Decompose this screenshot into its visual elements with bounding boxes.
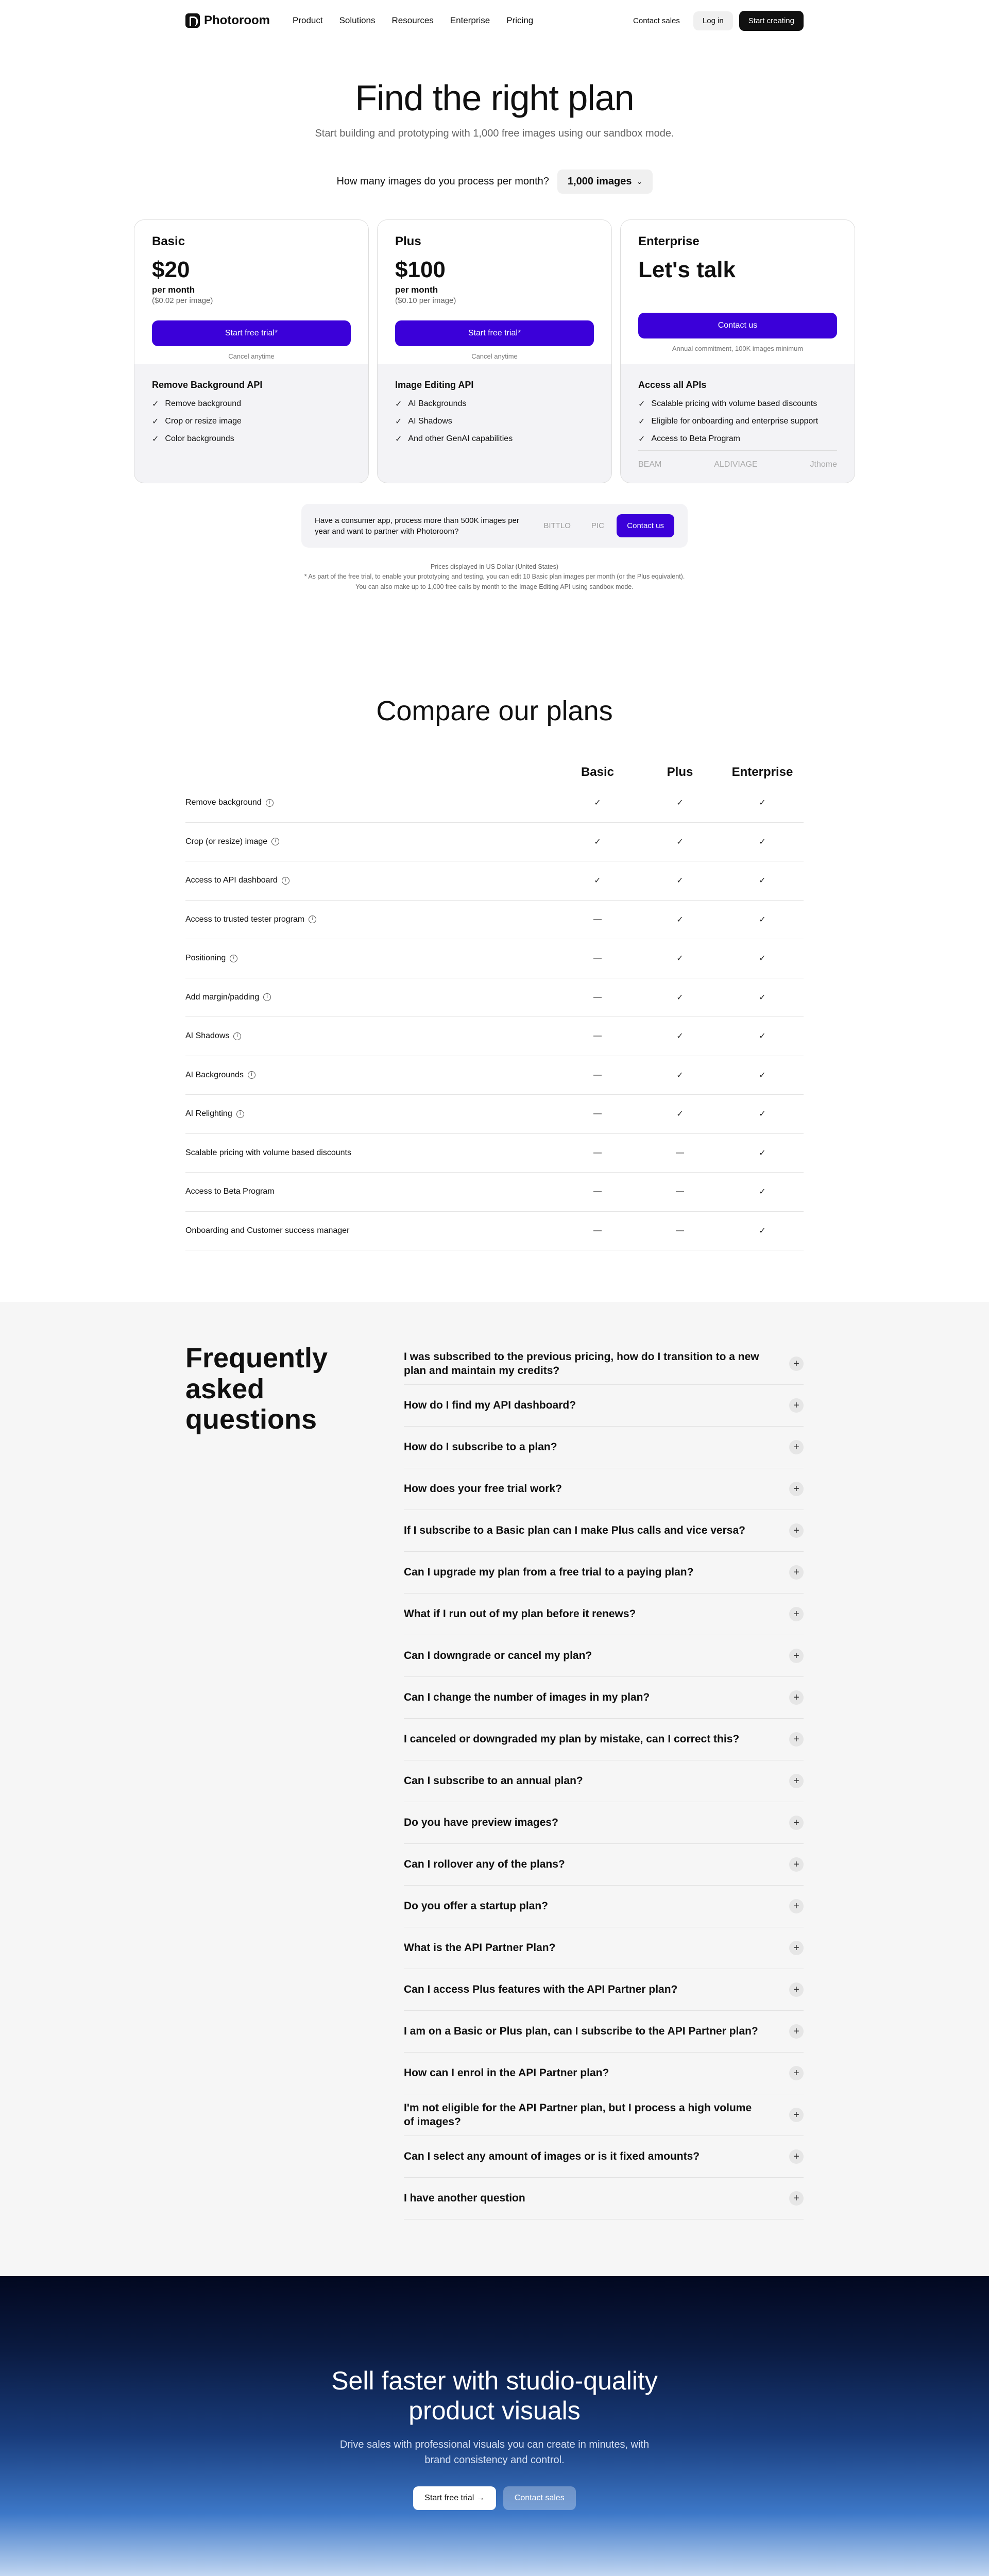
- faq-question: Can I change the number of images in my plan?: [404, 1691, 650, 1704]
- plan-name: Basic: [152, 234, 185, 248]
- plus-icon[interactable]: +: [789, 1982, 804, 1997]
- plan-price: $20: [152, 257, 190, 282]
- compare-cell: ✓: [676, 837, 684, 846]
- faq-item[interactable]: [404, 1594, 804, 1635]
- faq-item[interactable]: [404, 2178, 804, 2219]
- compare-cell: ✓: [759, 954, 766, 963]
- compare-feature: [185, 993, 556, 1002]
- compare-feature: [185, 954, 556, 963]
- info-icon[interactable]: i: [309, 916, 316, 923]
- plans: [134, 219, 855, 483]
- faq-question: Do you have preview images?: [404, 1817, 558, 1829]
- plus-icon[interactable]: +: [789, 1357, 804, 1371]
- cta-contact-sales-button[interactable]: Contact sales: [503, 2486, 576, 2510]
- nav-link-product[interactable]: Product: [292, 15, 323, 25]
- compare-col-plus: Plus: [667, 765, 693, 779]
- compare-cell: —: [593, 1070, 602, 1079]
- plan-note: Cancel anytime: [471, 352, 518, 360]
- compare-feature-label: Positioning: [185, 954, 226, 963]
- faq-item[interactable]: [404, 1927, 804, 1969]
- compare-cell: ✓: [676, 954, 684, 963]
- logo[interactable]: Photoroom: [185, 13, 270, 28]
- compare-cell: ✓: [759, 1148, 766, 1158]
- compare-col-enterprise: Enterprise: [731, 765, 793, 779]
- check-icon: ✓: [395, 400, 402, 409]
- compare-row: [185, 1212, 804, 1251]
- compare-row: [185, 1017, 804, 1056]
- faq-item[interactable]: [404, 1719, 804, 1760]
- faq-item[interactable]: [404, 1510, 804, 1552]
- faq-item[interactable]: [404, 2094, 804, 2136]
- info-icon[interactable]: i: [263, 993, 271, 1001]
- nav-link-solutions[interactable]: Solutions: [339, 15, 376, 25]
- check-icon: ✓: [395, 435, 402, 444]
- check-icon: ✓: [638, 400, 645, 409]
- compare-cell: —: [676, 1148, 684, 1157]
- compare-feature: [185, 798, 556, 807]
- faq-question: What is the API Partner Plan?: [404, 1942, 556, 1954]
- compare-cell: ✓: [759, 1071, 766, 1080]
- plus-icon[interactable]: +: [789, 1523, 804, 1538]
- compare-feature: [185, 1148, 556, 1158]
- plan-name: Enterprise: [638, 234, 700, 248]
- plan-feature: [638, 399, 837, 409]
- compare-feature-label: Crop (or resize) image: [185, 837, 268, 846]
- compare-cell: ✓: [676, 1032, 684, 1041]
- info-icon[interactable]: i: [271, 838, 279, 845]
- plus-icon[interactable]: +: [789, 1941, 804, 1955]
- info-icon[interactable]: i: [282, 877, 289, 885]
- faq-list: [404, 1343, 804, 2219]
- faq-title: Frequently asked questions: [185, 1343, 328, 1435]
- photoroom-logo-icon: [185, 13, 200, 28]
- compare-cell: —: [593, 914, 602, 924]
- compare-feature-label: Add margin/padding: [185, 992, 260, 1002]
- plus-icon[interactable]: +: [789, 1649, 804, 1663]
- plan-feature: [395, 399, 594, 409]
- compare-row: [185, 939, 804, 978]
- plan-features: [621, 364, 855, 483]
- info-icon[interactable]: i: [248, 1071, 255, 1079]
- plan-cta-button[interactable]: Contact us: [638, 313, 837, 338]
- compare-cell: —: [593, 1187, 602, 1196]
- page-title: Find the right plan: [355, 78, 634, 118]
- volume-dropdown[interactable]: 1,000 images ⌄: [557, 170, 653, 194]
- plan-feature-title: Image Editing API: [395, 380, 474, 390]
- plan-feature-label: AI Shadows: [408, 417, 452, 426]
- plus-icon[interactable]: +: [789, 2108, 804, 2122]
- plan-feature-label: Eligible for onboarding and enterprise support: [651, 417, 819, 426]
- faq-question: Can I upgrade my plan from a free trial to a paying plan?: [404, 1566, 694, 1579]
- faq-item[interactable]: [404, 2053, 804, 2094]
- plan-feature-label: Scalable pricing with volume based discounts: [651, 399, 817, 408]
- compare-cell: ✓: [676, 876, 684, 886]
- compare-feature: [185, 1031, 556, 1041]
- compare-cell: ✓: [594, 837, 601, 846]
- compare-row: [185, 823, 804, 862]
- compare-feature: [185, 1109, 556, 1118]
- compare-cell: —: [593, 1109, 602, 1118]
- faq-section: [0, 1302, 989, 2276]
- partner-logo: PIC: [591, 521, 604, 530]
- plus-icon[interactable]: +: [789, 2066, 804, 2080]
- compare-feature: [185, 915, 556, 924]
- hero: [0, 41, 989, 194]
- page-subtitle: Start building and prototyping with 1,000 free images using our sandbox mode.: [315, 128, 674, 139]
- compare-feature-label: Access to API dashboard: [185, 876, 278, 885]
- faq-item[interactable]: [404, 1886, 804, 1927]
- plus-icon[interactable]: +: [789, 1482, 804, 1496]
- nav-links: [293, 15, 533, 26]
- check-icon: ✓: [638, 435, 645, 444]
- plus-icon[interactable]: +: [789, 1607, 804, 1621]
- client-logo: Jthome: [810, 460, 837, 469]
- login-button[interactable]: Log in: [693, 11, 733, 30]
- plan-card-plus: [377, 219, 612, 483]
- pricing-legal-notes: Prices displayed in US Dollar (United States) * As part of the free trial, to enable your prototyping and testing, you can edit 10 Basic plan images per month (or the Plus equivalent). You can also make up to 1,000 free calls by month to the Image Editing API using sandbox mode.: [304, 563, 685, 590]
- consumer-text: Have a consumer app, process more than 500K images per year and want to partner with Photoroom?: [315, 516, 519, 536]
- plan-price: $100: [395, 257, 446, 282]
- compare-feature-label: AI Relighting: [185, 1109, 232, 1118]
- faq-item[interactable]: [404, 1635, 804, 1677]
- compare-cell: ✓: [759, 1188, 766, 1197]
- chevron-down-icon: ⌄: [637, 178, 642, 185]
- info-icon[interactable]: i: [266, 799, 274, 807]
- plan-note: Cancel anytime: [228, 352, 275, 360]
- plan-note: Annual commitment, 100K images minimum: [672, 345, 804, 352]
- faq-item[interactable]: [404, 1343, 804, 1385]
- cta-banner: [0, 2276, 989, 2576]
- plan-feature-label: Remove background: [165, 399, 242, 408]
- compare-feature-label: AI Shadows: [185, 1031, 230, 1041]
- compare-row: [185, 1134, 804, 1173]
- plan-feature: [152, 416, 351, 427]
- contact-sales-link[interactable]: Contact sales: [633, 16, 680, 25]
- faq-question: If I subscribe to a Basic plan can I make Plus calls and vice versa?: [404, 1524, 745, 1537]
- check-icon: ✓: [152, 417, 159, 426]
- plan-feature: [152, 399, 351, 409]
- plan-feature-title: Remove Background API: [152, 380, 263, 390]
- compare-cell: ✓: [759, 915, 766, 924]
- plan-feature-title: Access all APIs: [638, 380, 707, 390]
- faq-item[interactable]: [404, 1844, 804, 1886]
- cta-start-trial-button[interactable]: Start free trial →: [413, 2486, 496, 2510]
- plus-icon[interactable]: +: [789, 1565, 804, 1580]
- compare-feature: [185, 1187, 556, 1196]
- plan-features: [378, 364, 611, 483]
- info-icon[interactable]: i: [233, 1032, 241, 1040]
- plan-feature: [638, 416, 837, 427]
- nav-link-resources[interactable]: Resources: [391, 15, 434, 25]
- compare-cell: —: [593, 1031, 602, 1041]
- client-logo: ALDIVIAGE: [714, 460, 758, 469]
- compare-col-basic: Basic: [581, 765, 615, 779]
- faq-question: How can I enrol in the API Partner plan?: [404, 2067, 609, 2079]
- plan-feature: [152, 434, 351, 444]
- compare-cell: ✓: [759, 876, 766, 886]
- compare-header: [185, 761, 804, 784]
- plan-feature-label: AI Backgrounds: [408, 399, 467, 408]
- faq-question: Can I subscribe to an annual plan?: [404, 1775, 583, 1787]
- compare-cell: ✓: [594, 876, 601, 886]
- faq-question: I was subscribed to the previous pricing, how do I transition to a new plan and maintain my credits?: [404, 1350, 759, 1377]
- compare-feature-label: Onboarding and Customer success manager: [185, 1226, 350, 1235]
- plan-card-enterprise: [620, 219, 855, 483]
- compare-plans: [185, 695, 804, 1250]
- faq-item[interactable]: [404, 2011, 804, 2053]
- compare-rows: [185, 784, 804, 1250]
- faq-item[interactable]: [404, 1677, 804, 1719]
- faq-question: What if I run out of my plan before it renews?: [404, 1608, 636, 1620]
- compare-cell: ✓: [759, 1032, 766, 1041]
- compare-cell: ✓: [759, 799, 766, 808]
- plan-unit-price: ($0.10 per image): [395, 296, 456, 305]
- volume-selector-row: [0, 170, 989, 194]
- plan-feature-label: Color backgrounds: [165, 434, 234, 443]
- faq-question: How do I find my API dashboard?: [404, 1399, 576, 1412]
- plus-icon[interactable]: +: [789, 2191, 804, 2206]
- check-icon: ✓: [395, 417, 402, 426]
- compare-cell: ✓: [676, 799, 684, 808]
- plus-icon[interactable]: +: [789, 1732, 804, 1747]
- faq-item[interactable]: [404, 1385, 804, 1427]
- compare-feature-label: Remove background: [185, 798, 262, 807]
- compare-cell: ✓: [759, 1226, 766, 1235]
- plan-unit-price: ($0.02 per image): [152, 296, 213, 305]
- plus-icon[interactable]: +: [789, 1774, 804, 1788]
- plus-icon[interactable]: +: [789, 2149, 804, 2164]
- faq-item[interactable]: [404, 2136, 804, 2178]
- consumer-partner-banner: [301, 504, 688, 548]
- plan-feature: [395, 416, 594, 427]
- compare-row: [185, 901, 804, 940]
- compare-feature: [185, 876, 556, 885]
- enterprise-logos: [638, 450, 837, 469]
- faq-item[interactable]: [404, 1468, 804, 1510]
- plan-features: [134, 364, 368, 483]
- compare-cell: —: [593, 1148, 602, 1157]
- compare-row: [185, 1173, 804, 1212]
- plan-top: [378, 220, 611, 364]
- plan-top: [621, 220, 855, 364]
- plus-icon[interactable]: +: [789, 1440, 804, 1454]
- faq-question: Can I rollover any of the plans?: [404, 1858, 565, 1871]
- faq-item[interactable]: [404, 1969, 804, 2011]
- compare-feature-label: Access to Beta Program: [185, 1187, 275, 1196]
- compare-feature-label: AI Backgrounds: [185, 1070, 244, 1079]
- faq-question: Can I access Plus features with the API Partner plan?: [404, 1984, 678, 1996]
- cta-title: Sell faster with studio-quality product visuals: [331, 2366, 658, 2425]
- check-icon: ✓: [638, 417, 645, 426]
- faq-question: I am on a Basic or Plus plan, can I subscribe to the API Partner plan?: [404, 2025, 758, 2038]
- compare-cell: —: [593, 1226, 602, 1235]
- compare-feature: [185, 1071, 556, 1080]
- plan-top: [134, 220, 368, 364]
- compare-cell: —: [676, 1187, 684, 1196]
- compare-cell: ✓: [676, 993, 684, 1002]
- compare-row: [185, 784, 804, 823]
- faq-question: How do I subscribe to a plan?: [404, 1441, 557, 1453]
- plan-cta-button[interactable]: Start free trial*: [152, 320, 351, 346]
- compare-cell: ✓: [676, 1071, 684, 1080]
- faq-item[interactable]: [404, 1427, 804, 1468]
- plus-icon[interactable]: +: [789, 1398, 804, 1413]
- compare-cell: ✓: [759, 837, 766, 846]
- plan-feature-label: And other GenAI capabilities: [408, 434, 513, 443]
- compare-feature-label: Scalable pricing with volume based discounts: [185, 1148, 351, 1157]
- plan-feature: [638, 434, 837, 444]
- compare-cell: ✓: [759, 1110, 766, 1119]
- nav-link-enterprise[interactable]: Enterprise: [450, 15, 490, 25]
- compare-cell: ✓: [594, 799, 601, 808]
- plan-price: Let's talk: [638, 257, 736, 282]
- plus-icon[interactable]: +: [789, 1816, 804, 1830]
- compare-row: [185, 1095, 804, 1134]
- nav-link-pricing[interactable]: Pricing: [506, 15, 534, 25]
- plus-icon[interactable]: +: [789, 1857, 804, 1872]
- check-icon: ✓: [152, 400, 159, 409]
- plus-icon[interactable]: +: [789, 2024, 804, 2039]
- top-nav: [185, 0, 804, 41]
- compare-row: [185, 861, 804, 901]
- faq-question: Do you offer a startup plan?: [404, 1900, 549, 1912]
- partner-logo: BITTLO: [543, 521, 571, 530]
- compare-cell: ✓: [676, 1110, 684, 1119]
- check-icon: ✓: [152, 435, 159, 444]
- plus-icon[interactable]: +: [789, 1899, 804, 1913]
- compare-title: Compare our plans: [376, 696, 613, 727]
- start-creating-button[interactable]: Start creating: [739, 11, 804, 31]
- faq-question: Can I downgrade or cancel my plan?: [404, 1650, 592, 1662]
- compare-feature: [185, 837, 556, 846]
- consumer-logos: [543, 521, 604, 530]
- compare-cell: ✓: [676, 915, 684, 924]
- plan-cta-button[interactable]: Start free trial*: [395, 320, 594, 346]
- consumer-contact-button[interactable]: Contact us: [617, 514, 674, 537]
- faq-item[interactable]: [404, 1802, 804, 1844]
- faq-question: Can I select any amount of images or is it fixed amounts?: [404, 2150, 700, 2163]
- faq-question: I'm not eligible for the API Partner plan, but I process a high volume of images?: [404, 2102, 752, 2128]
- compare-row: [185, 978, 804, 1018]
- faq-question: I canceled or downgraded my plan by mistake, can I correct this?: [404, 1733, 740, 1745]
- compare-cell: ✓: [759, 993, 766, 1002]
- faq-item[interactable]: [404, 1552, 804, 1594]
- plan-feature-label: Access to Beta Program: [651, 434, 740, 443]
- faq-question: I have another question: [404, 2192, 525, 2205]
- cta-text: Drive sales with professional visuals you can create in minutes, with brand consistency and control.: [339, 2439, 650, 2466]
- plan-name: Plus: [395, 234, 421, 248]
- plan-period: per month: [395, 285, 438, 295]
- faq-question: How does your free trial work?: [404, 1483, 562, 1495]
- compare-cell: —: [676, 1226, 684, 1235]
- compare-feature-label: Access to trusted tester program: [185, 914, 305, 924]
- plan-feature: [395, 434, 594, 444]
- info-icon[interactable]: i: [230, 955, 237, 962]
- plan-card-basic: [134, 219, 369, 483]
- volume-question: How many images do you process per month?: [336, 176, 549, 187]
- compare-cell: —: [593, 954, 602, 963]
- plan-period: per month: [152, 285, 195, 295]
- compare-row: [185, 1056, 804, 1095]
- compare-feature: [185, 1226, 556, 1235]
- info-icon[interactable]: i: [236, 1110, 244, 1118]
- plan-feature-label: Crop or resize image: [165, 417, 242, 426]
- faq-item[interactable]: [404, 1760, 804, 1802]
- plus-icon[interactable]: +: [789, 1690, 804, 1705]
- compare-cell: —: [593, 992, 602, 1002]
- client-logo: BEAM: [638, 460, 662, 469]
